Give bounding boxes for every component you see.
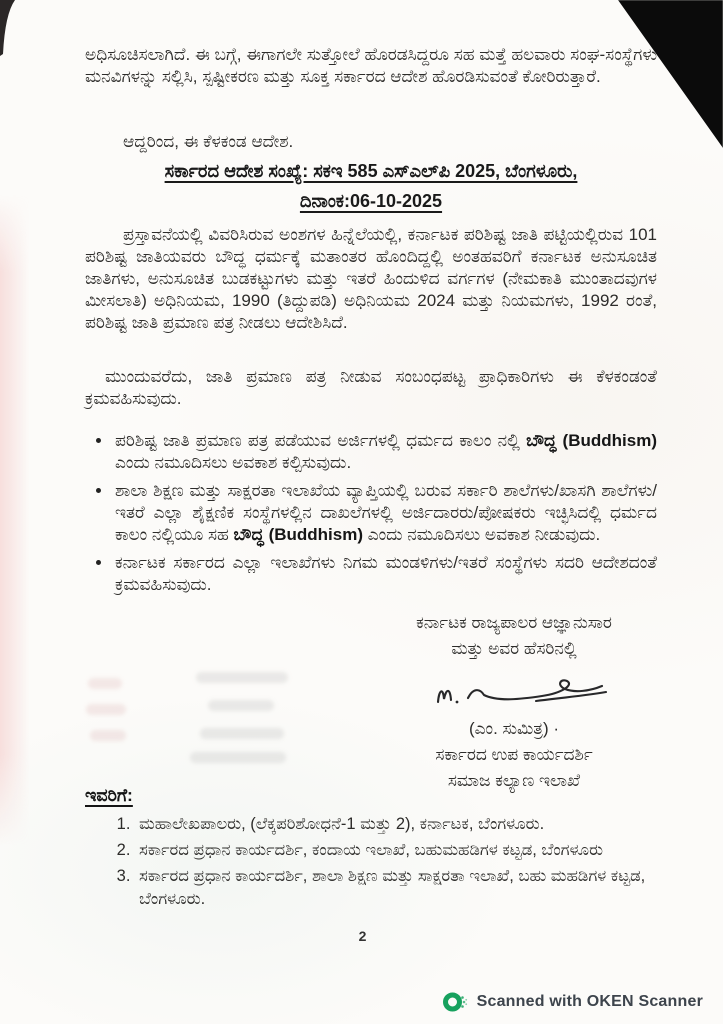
paragraph-2: ಪ್ರಸ್ತಾವನೆಯಲ್ಲಿ ವಿವರಿಸಿರುವ ಅಂಶಗಳ ಹಿನ್ನೆಲೆಯಲ್ಲಿ, ಕರ್ನಾಟಕ ಪರಿಶಿಷ್ಟ ಜಾತಿ ಪಟ್ಟಿಯಲ್ಲಿರುವ 101 ಪರಿಶಿಷ್ಟ ಜಾತಿಯವರು ಬೌದ್ಧ ಧರ್ಮಕ್ಕೆ ಮತಾಂತರ ಹೊಂದಿದ್ದಲ್ಲಿ ಅಂತಹವರಿಗೆ ಕರ್ನಾಟಕ ಅನುಸೂಚಿತ ಜಾತಿಗಳು, ಅನುಸೂಚಿತ ಬುಡಕಟ್ಟುಗಳು ಮತ್ತು ಇತರೆ ಹಿಂದುಳಿದ ವರ್ಗಗಳ (ನೇಮಕಾತಿ ಮುಂತಾದವುಗಳ ಮೀಸಲಾತಿ) ಅಧಿನಿಯಮ, 1990 (ತಿದ್ದುಪಡಿ) ಅಧಿನಿಯಮ 2024 ಮತ್ತು ನಿಯಮಗಳು, 1992 ರಂತೆ, ಪರಿಶಿಷ್ಟ ಜಾತಿ ಪ್ರಮಾಣ ಪತ್ರ ನೀಡಲು ಆದೇಶಿಸಿದೆ. [85, 225, 657, 332]
bullet-item [115, 480, 657, 546]
bullet-dot-icon [96, 488, 101, 493]
bullet-text: ಪರಿಶಿಷ್ಟ ಜಾತಿ ಪ್ರಮಾಣ ಪತ್ರ ಪಡೆಯುವ ಅರ್ಜಿಗಳಲ್ಲಿ ಧರ್ಮದ ಕಾಲಂ ನಲ್ಲಿ [115, 431, 527, 450]
paragraph-3: ಮುಂದುವರೆದು, ಜಾತಿ ಪ್ರಮಾಣ ಪತ್ರ ನೀಡುವ ಸಂಬಂಧಪಟ್ಟ ಪ್ರಾಧಿಕಾರಿಗಳು ಈ ಕೆಳಕಂಡಂತೆ ಕ್ರಮವಹಿಸುವುದು. [85, 367, 657, 408]
scanner-watermark-text: Scanned with OKEN Scanner [476, 993, 703, 1010]
distribution-item: 3. ಸರ್ಕಾರದ ಪ್ರಧಾನ ಕಾರ್ಯದರ್ಶಿ, ಶಾಲಾ ಶಿಕ್ಷಣ ಮತ್ತು ಸಾಕ್ಷರತಾ ಇಲಾಖೆ, ಬಹು ಮಹಡಿಗಳ ಕಟ್ಟಡ, ಬೆಂಗಳೂರು. [135, 865, 657, 911]
bullet-bold-text: ಬೌದ್ಧ (Buddhism) [526, 431, 657, 450]
authority-line: ಕರ್ನಾಟಕ ರಾಜ್ಯಪಾಲರ ಆಜ್ಞಾನುಸಾರ [416, 613, 612, 632]
distribution-item: 1. ಮಹಾಲೇಖಪಾಲರು, (ಲೆಕ್ಕಪರಿಶೋಧನೆ-1 ಮತ್ತು 2), ಕರ್ನಾಟಕ, ಬೆಂಗಳೂರು. [135, 813, 657, 836]
bullet-dot-icon [96, 438, 101, 443]
distribution-list [85, 813, 657, 911]
scan-corner-edge [0, 0, 24, 56]
handwritten-signature [424, 670, 614, 714]
bullet-text: ಕರ್ನಾಟಕ ಸರ್ಕಾರದ ಎಲ್ಲಾ ಇಲಾಖೆಗಳು ನಿಗಮ ಮಂಡಳಿಗಳು/ಇತರೆ ಸಂಸ್ಥೆಗಳು ಸದರಿ ಆದೇಶದಂತೆ ಕ್ರಮವಹಿಸುವುದು. [115, 553, 657, 594]
signer-department: ಸಮಾಜ ಕಲ್ಯಾಣ ಇಲಾಖೆ [447, 771, 581, 790]
bullet-item [115, 552, 657, 596]
oken-scanner-logo-icon [442, 990, 468, 1014]
order-number-line: ಸರ್ಕಾರದ ಆದೇಶ ಸಂಖ್ಯೆ: ಸಕಇ 585 ಎಸ್‌ಎಲ್‌ಪಿ 2025, ಬೆಂಗಳೂರು, [164, 161, 578, 181]
signer-name: (ಎಂ. ಸುಮಿತ್ರ) · [468, 719, 559, 738]
signer-title: ಸರ್ಕಾರದ ಉಪ ಕಾರ್ಯದರ್ಶಿ [435, 745, 593, 764]
bullet-bold-text: ಬೌದ್ಧ (Buddhism) [233, 525, 363, 544]
order-date-line: ದಿನಾಂಕ:06-10-2025 [299, 191, 443, 211]
bullet-dot-icon [96, 560, 101, 565]
scan-edge-tint [0, 195, 30, 845]
authority-line: ಮತ್ತು ಅವರ ಹೆಸರಿನಲ್ಲಿ [451, 639, 577, 658]
distribution-item: 2. ಸರ್ಕಾರದ ಪ್ರಧಾನ ಕಾರ್ಯದರ್ಶಿ, ಕಂದಾಯ ಇಲಾಖೆ, ಬಹುಮಹಡಿಗಳ ಕಟ್ಟಡ, ಬೆಂಗಳೂರು [135, 839, 657, 862]
bullet-text: ಶಾಲಾ ಶಿಕ್ಷಣ ಮತ್ತು ಸಾಕ್ಷರತಾ ಇಲಾಖೆಯ ವ್ಯಾಪ್ತಿಯಲ್ಲಿ ಬರುವ ಸರ್ಕಾರಿ ಶಾಲೆಗಳು/ಖಾಸಗಿ ಶಾಲೆಗಳು/ಇತರೆ ಎಲ್ಲಾ ಶೈಕ್ಷಣಿಕ ಸಂಸ್ಥೆಗಳಲ್ಲಿನ ದಾಖಲೆಗಳಲ್ಲಿ ಅರ್ಜಿದಾರರು/ಪೋಷಕರು ಇಚ್ಛಿಸಿದಲ್ಲಿ ಧರ್ಮದ ಕಾಲಂ ನಲ್ಲಿಯೂ ಸಹ [115, 481, 657, 544]
distribution-heading: ಇವರಿಗೆ: [85, 785, 133, 805]
page-number: 2 [358, 928, 367, 944]
directive-bullets [85, 430, 657, 602]
intro-line: ಆದ್ದರಿಂದ, ಈ ಕೆಳಕಂಡ ಆದೇಶ. [123, 132, 294, 151]
bullet-text: ಎಂದು ನಮೂದಿಸಲು ಅವಕಾಶ ನೀಡುವುದು. [363, 525, 601, 544]
signature-block [368, 610, 660, 794]
bullet-item [115, 430, 657, 474]
bullet-text: ಎಂದು ನಮೂದಿಸಲು ಅವಕಾಶ ಕಲ್ಪಿಸುವುದು. [115, 453, 352, 472]
distribution-section [85, 784, 657, 914]
paragraph-1: ಅಧಿಸೂಚಿಸಲಾಗಿದೆ. ಈ ಬಗ್ಗೆ, ಈಗಾಗಲೇ ಸುತ್ತೋಲೆ ಹೊರಡಸಿದ್ದರೂ ಸಹ ಮತ್ತೆ ಹಲವಾರು ಸಂಘ-ಸಂಸ್ಥೆಗಳು ಮನವಿಗಳನ್ನು ಸಲ್ಲಿಸಿ, ಸ್ಪಷ್ಟೀಕರಣ ಮತ್ತು ಸೂಕ್ತ ಸರ್ಕಾರದ ಆದೇಶ ಹೊರಡಿಸುವಂತೆ ಕೋರಿರುತ್ತಾರೆ. [85, 45, 657, 86]
scanner-watermark [442, 990, 703, 1014]
order-heading [85, 160, 657, 212]
